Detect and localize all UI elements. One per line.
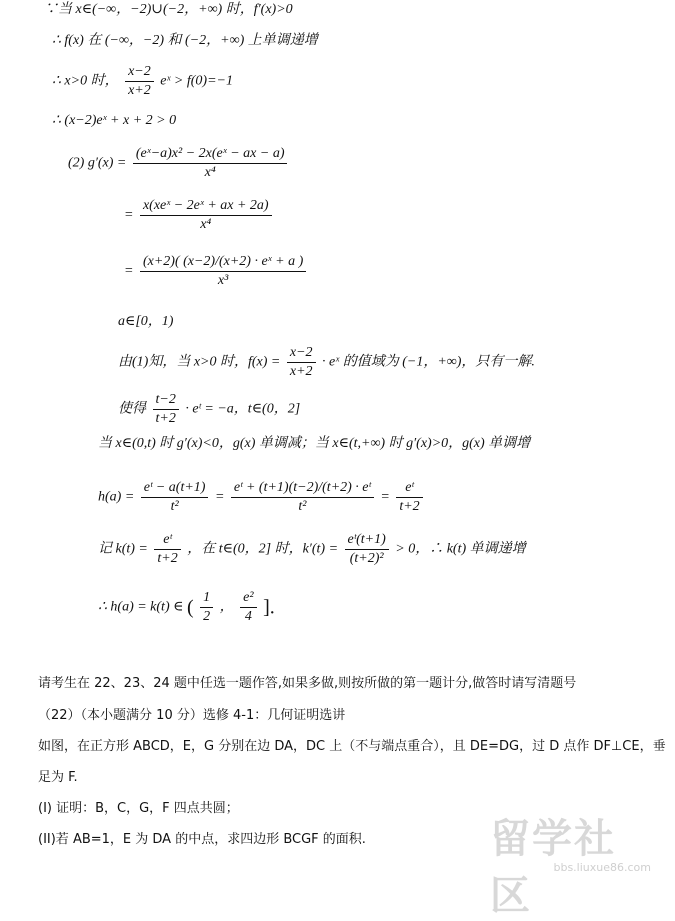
line9-suffix: · eˣ 的值域为 (−1，+∞)，只有一解. bbox=[322, 354, 535, 370]
line9-den: x+2 bbox=[289, 364, 313, 379]
line3-fraction bbox=[125, 64, 154, 99]
solution-line-11: 当 x∈(0,t) 时 g′(x)<0，g(x) 单调减；当 x∈(t,+∞) 时 g′(x)>0，g(x) 单调增 bbox=[98, 436, 531, 451]
line13-den-2: (t+2)² bbox=[349, 551, 384, 566]
line14-fraction-2 bbox=[240, 590, 256, 625]
line14-prefix: ∴ h(a) = k(t) ∈ bbox=[98, 599, 184, 615]
solution-line-4: ∴ (x−2)eˣ + x + 2 > 0 bbox=[52, 113, 177, 128]
line10-suffix: · eᵗ = −a，t∈(0，2] bbox=[185, 401, 301, 417]
line3-den: x+2 bbox=[128, 83, 151, 98]
line13-num-2: eᵗ(t+1) bbox=[345, 532, 389, 550]
line12-fraction-1 bbox=[141, 480, 209, 515]
line10-num: t−2 bbox=[153, 392, 179, 410]
solution-line-8: a∈[0，1) bbox=[118, 314, 174, 329]
line7-prefix: = bbox=[124, 263, 134, 279]
solution-line-10 bbox=[118, 392, 300, 427]
line12-den-2: t² bbox=[298, 499, 307, 514]
line13-fraction-1 bbox=[154, 532, 180, 567]
line14-num-2: e² bbox=[240, 590, 256, 608]
line5-num: (eˣ−a)x² − 2x(eˣ − ax − a) bbox=[133, 146, 288, 164]
line6-den: x⁴ bbox=[200, 217, 212, 232]
solution-line-14 bbox=[98, 590, 275, 625]
line3-suffix: eˣ > f(0)=−1 bbox=[160, 73, 233, 89]
line12-prefix: h(a) = bbox=[98, 489, 135, 505]
problem-heading: （22）（本小题满分 10 分）选修 4-1：几何证明选讲 bbox=[38, 708, 346, 723]
line3-num: x−2 bbox=[125, 64, 154, 82]
line14-close-bracket: ]. bbox=[263, 596, 275, 619]
solution-line-13 bbox=[98, 532, 526, 567]
solution-line-6 bbox=[124, 198, 275, 233]
line14-fraction-1 bbox=[200, 590, 213, 625]
line5-den: x⁴ bbox=[204, 165, 216, 180]
solution-line-1: ∵当 x∈(−∞，−2)∪(−2，+∞) 时，f′(x)>0 bbox=[44, 2, 293, 17]
line10-den: t+2 bbox=[155, 411, 176, 426]
problem-statement-line-2: 足为 F. bbox=[38, 770, 78, 785]
solution-line-9 bbox=[118, 345, 535, 380]
solution-line-3 bbox=[52, 64, 233, 99]
watermark-url: bbs.liuxue86.com bbox=[553, 861, 651, 874]
solution-line-2: ∴ f(x) 在 (−∞，−2) 和 (−2，+∞) 上单调递增 bbox=[52, 33, 318, 48]
watermark-logo bbox=[490, 803, 665, 919]
line7-den: x³ bbox=[217, 273, 229, 288]
line6-fraction bbox=[140, 198, 272, 233]
line14-den-1: 2 bbox=[203, 609, 211, 624]
line13-suffix: > 0，∴ k(t) 单调递增 bbox=[395, 541, 526, 557]
line13-fraction-2 bbox=[345, 532, 389, 567]
line14-separator: ， bbox=[219, 599, 234, 615]
line9-num: x−2 bbox=[287, 345, 316, 363]
line13-num-1: eᵗ bbox=[154, 532, 180, 550]
solution-line-7 bbox=[124, 254, 309, 289]
line7-fraction bbox=[140, 254, 306, 289]
line10-prefix: 使得 bbox=[118, 401, 146, 417]
line13-den-1: t+2 bbox=[157, 551, 178, 566]
line14-den-2: 4 bbox=[244, 609, 252, 624]
problem-part-1: (I) 证明：B，C，G，F 四点共圆； bbox=[38, 801, 239, 816]
line5-prefix: (2) g′(x) = bbox=[68, 155, 127, 171]
line7-num: (x+2)( (x−2)/(x+2) · eˣ + a ) bbox=[140, 254, 306, 272]
line12-equals-1: = bbox=[214, 489, 225, 505]
line13-middle: ，在 t∈(0，2] 时，k′(t) = bbox=[187, 541, 339, 557]
line3-prefix: ∴ x>0 时， bbox=[52, 73, 119, 89]
watermark-text: 留学社区 bbox=[490, 816, 616, 919]
line14-open-bracket: ( bbox=[186, 596, 194, 619]
line5-fraction bbox=[133, 146, 288, 181]
line6-prefix: = bbox=[124, 207, 134, 223]
line12-num-2: eᵗ + (t+1)(t−2)/(t+2) · eᵗ bbox=[231, 480, 374, 498]
line12-fraction-3 bbox=[396, 480, 422, 515]
problem-statement-line-1: 如图，在正方形 ABCD，E，G 分别在边 DA，DC 上（不与端点重合），且 DE=DG，过 D 点作 DF⊥CE，垂 bbox=[38, 739, 666, 754]
line9-fraction bbox=[287, 345, 316, 380]
line13-prefix: 记 k(t) = bbox=[98, 541, 148, 557]
line12-den-3: t+2 bbox=[399, 499, 420, 514]
solution-line-12 bbox=[98, 480, 426, 515]
problem-instruction: 请考生在 22、23、24 题中任选一题作答,如果多做,则按所做的第一题计分,做答时请写清题号 bbox=[38, 676, 577, 691]
solution-line-5 bbox=[68, 146, 290, 181]
line6-num: x(xeˣ − 2eˣ + ax + 2a) bbox=[140, 198, 272, 216]
line12-num-3: eᵗ bbox=[396, 480, 422, 498]
line14-num-1: 1 bbox=[200, 590, 213, 608]
line12-den-1: t² bbox=[170, 499, 179, 514]
line12-num-1: eᵗ − a(t+1) bbox=[141, 480, 209, 498]
line9-prefix: 由(1)知，当 x>0 时，f(x) = bbox=[118, 354, 281, 370]
line12-equals-2: = bbox=[380, 489, 390, 505]
problem-part-2: (II)若 AB=1，E 为 DA 的中点，求四边形 BCGF 的面积. bbox=[38, 832, 366, 847]
line12-fraction-2 bbox=[231, 480, 374, 515]
line10-fraction bbox=[153, 392, 179, 427]
